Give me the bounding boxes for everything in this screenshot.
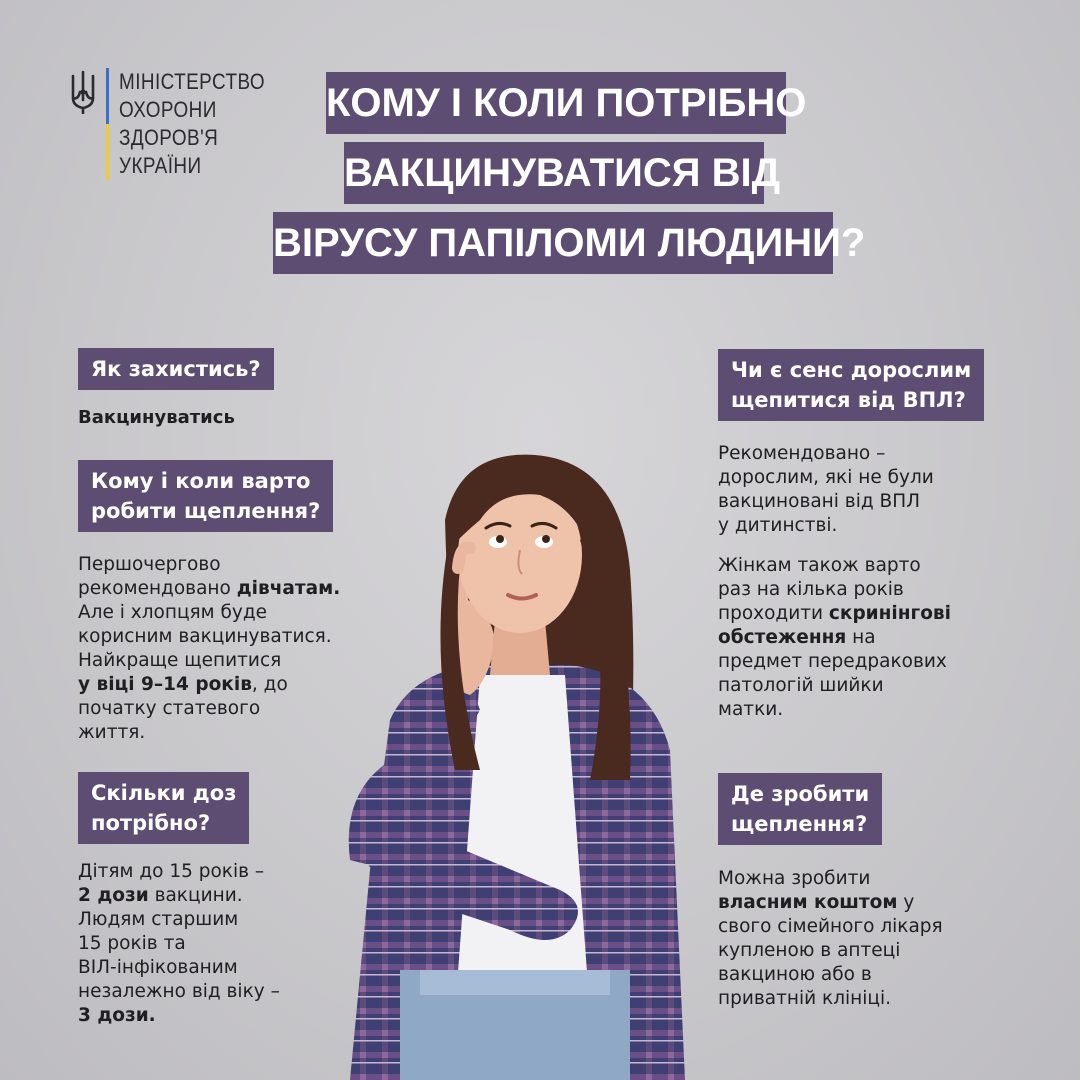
- answer-text: Найкраще щепитися: [78, 650, 282, 671]
- answer-line: [718, 891, 943, 915]
- question-doses-title: потрібно?: [91, 811, 211, 835]
- answer-adults-screening: [718, 554, 951, 722]
- answer-text: Але і хлопцям буде: [78, 602, 268, 623]
- answer-who-when: [78, 553, 340, 745]
- answer-line: [78, 697, 340, 721]
- answer-line: [78, 625, 340, 649]
- question-protect-title: Як захистись?: [91, 357, 261, 381]
- question-doses-title: Скільки доз: [91, 781, 237, 805]
- thinking-girl-photo: [330, 450, 700, 1080]
- question-who-when-title: робити щеплення?: [91, 499, 321, 523]
- answer-line: [78, 860, 280, 884]
- answer-text: у дитинстві.: [718, 515, 838, 536]
- answer-text: життя.: [78, 722, 146, 743]
- answer-text: приватній клініці.: [718, 988, 892, 1009]
- answer-line: [718, 626, 951, 650]
- question-protect-box: [78, 348, 274, 390]
- question-adults-box: [718, 349, 984, 421]
- answer-line: [78, 908, 280, 932]
- answer-text: предмет передракових: [718, 651, 947, 672]
- answer-protect: [78, 406, 235, 430]
- question-adults-title: щепитися від ВПЛ?: [731, 388, 966, 412]
- ministry-name: [119, 68, 265, 180]
- question-doses-box: [78, 772, 249, 844]
- answer-text: свого сімейного лікаря: [718, 916, 943, 937]
- question-where-box: [718, 773, 882, 845]
- answer-line: [78, 553, 340, 577]
- question-who-when-title: Кому і коли варто: [91, 469, 311, 493]
- answer-line: [718, 602, 951, 626]
- title-line: ВІРУСУ ПАПІЛОМИ ЛЮДИНИ?: [273, 212, 833, 274]
- ministry-name-line: ЗДОРОВ'Я: [119, 125, 219, 150]
- answer-text: проходити: [718, 603, 829, 624]
- answer-line: [718, 698, 951, 722]
- answer-line: [718, 963, 943, 987]
- answer-text: , до: [251, 674, 288, 695]
- question-adults-title: Чи є сенс дорослим: [731, 358, 972, 382]
- answer-text: початку статевого: [78, 698, 261, 719]
- answer-text: вакциновані від ВПЛ: [718, 491, 921, 512]
- answer-line: [78, 673, 340, 697]
- ministry-name-line: ОХОРОНИ: [119, 97, 217, 122]
- answer-text: купленою в аптеці: [718, 940, 901, 961]
- answer-text: раз на кілька років: [718, 579, 904, 600]
- answer-text: матки.: [718, 699, 784, 720]
- ministry-name-line: УКРАЇНИ: [119, 153, 202, 178]
- answer-line: [718, 466, 934, 490]
- answer-protect-text: Вакцинуватись: [78, 407, 235, 428]
- answer-text: Жінкам також варто: [718, 555, 921, 576]
- answer-line: [718, 915, 943, 939]
- answer-text: Можна зробити: [718, 868, 871, 889]
- answer-text: ВІЛ-інфікованим: [78, 957, 238, 978]
- answer-where: [718, 867, 943, 1011]
- answer-text: у: [897, 892, 915, 913]
- answer-line: [78, 577, 340, 601]
- answer-text: Дітям до 15 років –: [78, 861, 265, 882]
- answer-text: на: [846, 627, 876, 648]
- answer-emphasis: 3 дози.: [78, 1005, 156, 1026]
- answer-emphasis: власним коштом: [718, 892, 898, 913]
- answer-text: вакциною або в: [718, 964, 872, 985]
- answer-text: рекомендовано: [78, 578, 237, 599]
- ministry-logo: [68, 68, 289, 180]
- trident-icon: [68, 70, 98, 114]
- title-line: ВАКЦИНУВАТИСЯ ВІД: [344, 142, 764, 204]
- answer-emphasis: дівчатам.: [236, 578, 341, 599]
- answer-line: [718, 867, 943, 891]
- answer-line: [718, 987, 943, 1011]
- answer-emphasis: обстеження: [718, 627, 847, 648]
- answer-text: вакцини.: [148, 885, 243, 906]
- answer-line: [718, 490, 934, 514]
- answer-line: [78, 649, 340, 673]
- logo-flag-divider: [106, 68, 109, 180]
- answer-line: [78, 884, 280, 908]
- answer-text: корисним вакцинуватися.: [78, 626, 332, 647]
- answer-text: Першочергово: [78, 554, 221, 575]
- answer-line: [78, 601, 340, 625]
- answer-text: патологій шийки: [718, 675, 884, 696]
- answer-text: 15 років та: [78, 933, 186, 954]
- answer-line: [718, 674, 951, 698]
- answer-line: [78, 932, 280, 956]
- answer-line: [718, 578, 951, 602]
- answer-line: [718, 514, 934, 538]
- answer-text: дорослим, які не були: [718, 467, 934, 488]
- answer-line: [718, 442, 934, 466]
- answer-line: [718, 650, 951, 674]
- answer-line: [78, 980, 280, 1004]
- question-where-title: щеплення?: [731, 812, 868, 836]
- answer-adults: [718, 442, 934, 538]
- answer-text: Людям старшим: [78, 909, 239, 930]
- title-line: КОМУ І КОЛИ ПОТРІБНО: [326, 72, 786, 134]
- answer-emphasis: 2 дози: [78, 885, 149, 906]
- answer-text: незалежно від віку –: [78, 981, 280, 1002]
- answer-emphasis: у віці 9–14 років: [78, 674, 252, 695]
- question-who-when-box: [78, 460, 333, 532]
- answer-line: [718, 939, 943, 963]
- question-where-title: Де зробити: [731, 782, 870, 806]
- ministry-name-line: МІНІСТЕРСТВО: [119, 69, 266, 94]
- answer-line: [78, 956, 280, 980]
- answer-line: [718, 554, 951, 578]
- answer-line: [78, 721, 340, 745]
- answer-emphasis: скринінгові: [828, 603, 951, 624]
- answer-text: Рекомендовано –: [718, 443, 886, 464]
- answer-doses: [78, 860, 280, 1028]
- answer-line: [78, 1004, 280, 1028]
